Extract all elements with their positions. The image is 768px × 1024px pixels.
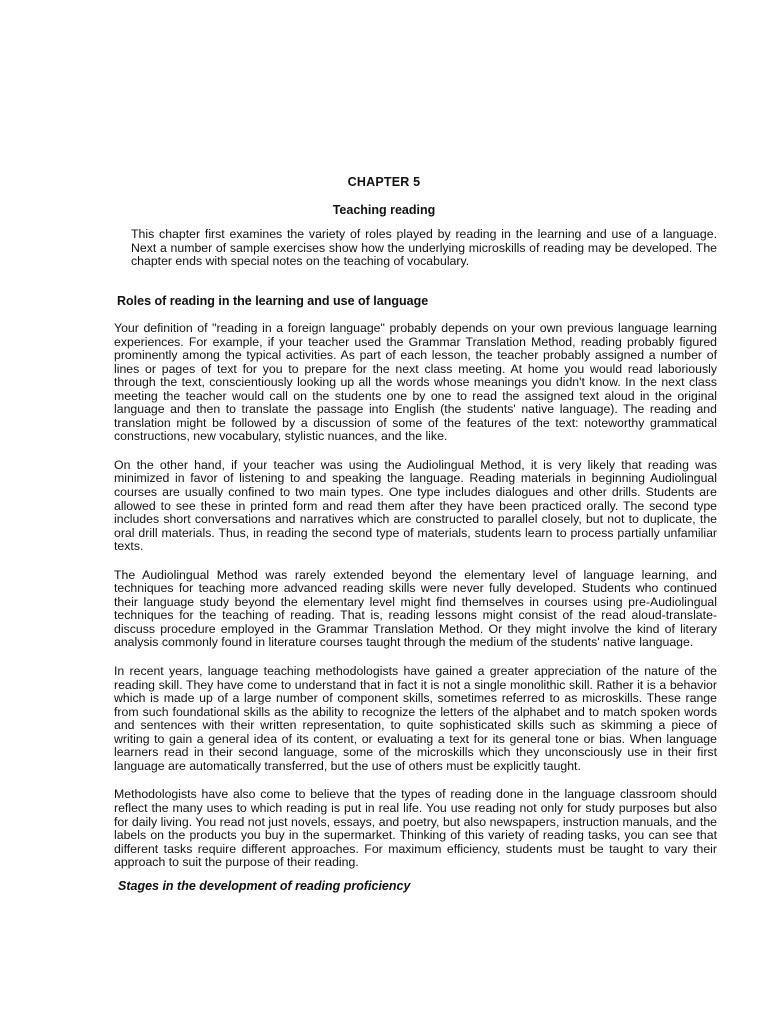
- paragraph: Methodologists have also come to believe that the types of reading done in the language classroom should reflect the many uses to which reading is put in real life. You use reading not only for study purposes but also for daily living. You read not just novels, essays, and poetry, but also newspapers, instruction manuals, and the labels on the products you buy in the supermarket. Thinking of this variety of reading tasks, you can see that different tasks require different approaches. For maximum efficiency, students must be taught to vary their approach to suit the purpose of their reading.: [114, 787, 717, 870]
- chapter-title: Teaching reading: [332, 203, 436, 217]
- paragraph: In recent years, language teaching methodologists have gained a greater appreciation of the nature of the reading skill. They have come to understand that in fact it is not a single monolithic skill. Rather it is a behavior which is made up of a large number of component skills, sometimes referred to as microskills. These range from such foundational skills as the ability to recognize the letters of the alphabet and to match spoken words and sentences with their written representation, to quite sophisticated skills such as skimming a piece of writing to gain a general idea of its content, or evaluating a text for its general tone or bias. When language learners read in their second language, some of the microskills which they unconsciously use in their first language are automatically transferred, but the use of others must be explicitly taught.: [114, 664, 717, 773]
- subsection-heading: Stages in the development of reading proficiency: [118, 879, 411, 893]
- paragraph: Your definition of "reading in a foreign language" probably depends on your own previous language learning experiences. For example, if your teacher used the Grammar Translation Method, reading probably figured prominently among the typical activities. As part of each lesson, the teacher probably assigned a number of lines or pages of text for you to prepare for the next class meeting. At home you would read laboriously through the text, conscientiously looking up all the words whose meanings you didn't know. In the next class meeting the teacher would call on the students one by one to read the assigned text aloud in the original language and then to translate the passage into English (the students' native language). The reading and translation might be followed by a discussion of some of the features of the text: noteworthy grammatical constructions, new vocabulary, stylistic nuances, and the like.: [114, 321, 717, 444]
- chapter-number: CHAPTER 5: [347, 175, 421, 189]
- paragraph: On the other hand, if your teacher was using the Audiolingual Method, it is very likely that reading was minimized in favor of listening to and speaking the language. Reading materials in beginning Audiolingual courses are usually confined to two main types. One type includes dialogues and other drills. Students are allowed to see these in printed form and read them after they have been practiced orally. The second type includes short conversations and narratives which are constructed to parallel closely, but not to duplicate, the oral drill materials. Thus, in reading the second type of materials, students learn to process partially unfamiliar texts.: [114, 457, 717, 554]
- paragraph: The Audiolingual Method was rarely extended beyond the elementary level of language learning, and techniques for teaching more advanced reading skills were never fully developed. Students who continued their language study beyond the elementary level might find themselves in courses using pre-Audiolingual techniques for the teaching of reading. That is, reading lessons might consist of the read aloud-translate-discuss procedure employed in the Grammar Translation Method. Or they might involve the kind of literary analysis commonly found in literature courses taught through the medium of the students' native language.: [114, 567, 717, 650]
- section-heading: Roles of reading in the learning and use of language: [117, 294, 429, 308]
- body-text: [114, 322, 717, 885]
- chapter-intro: This chapter first examines the variety of roles played by reading in the learning and use of a language. Next a number of sample exercises show how the underlying microskills of reading may be developed. The chapter ends with special notes on the teaching of vocabulary.: [131, 227, 717, 268]
